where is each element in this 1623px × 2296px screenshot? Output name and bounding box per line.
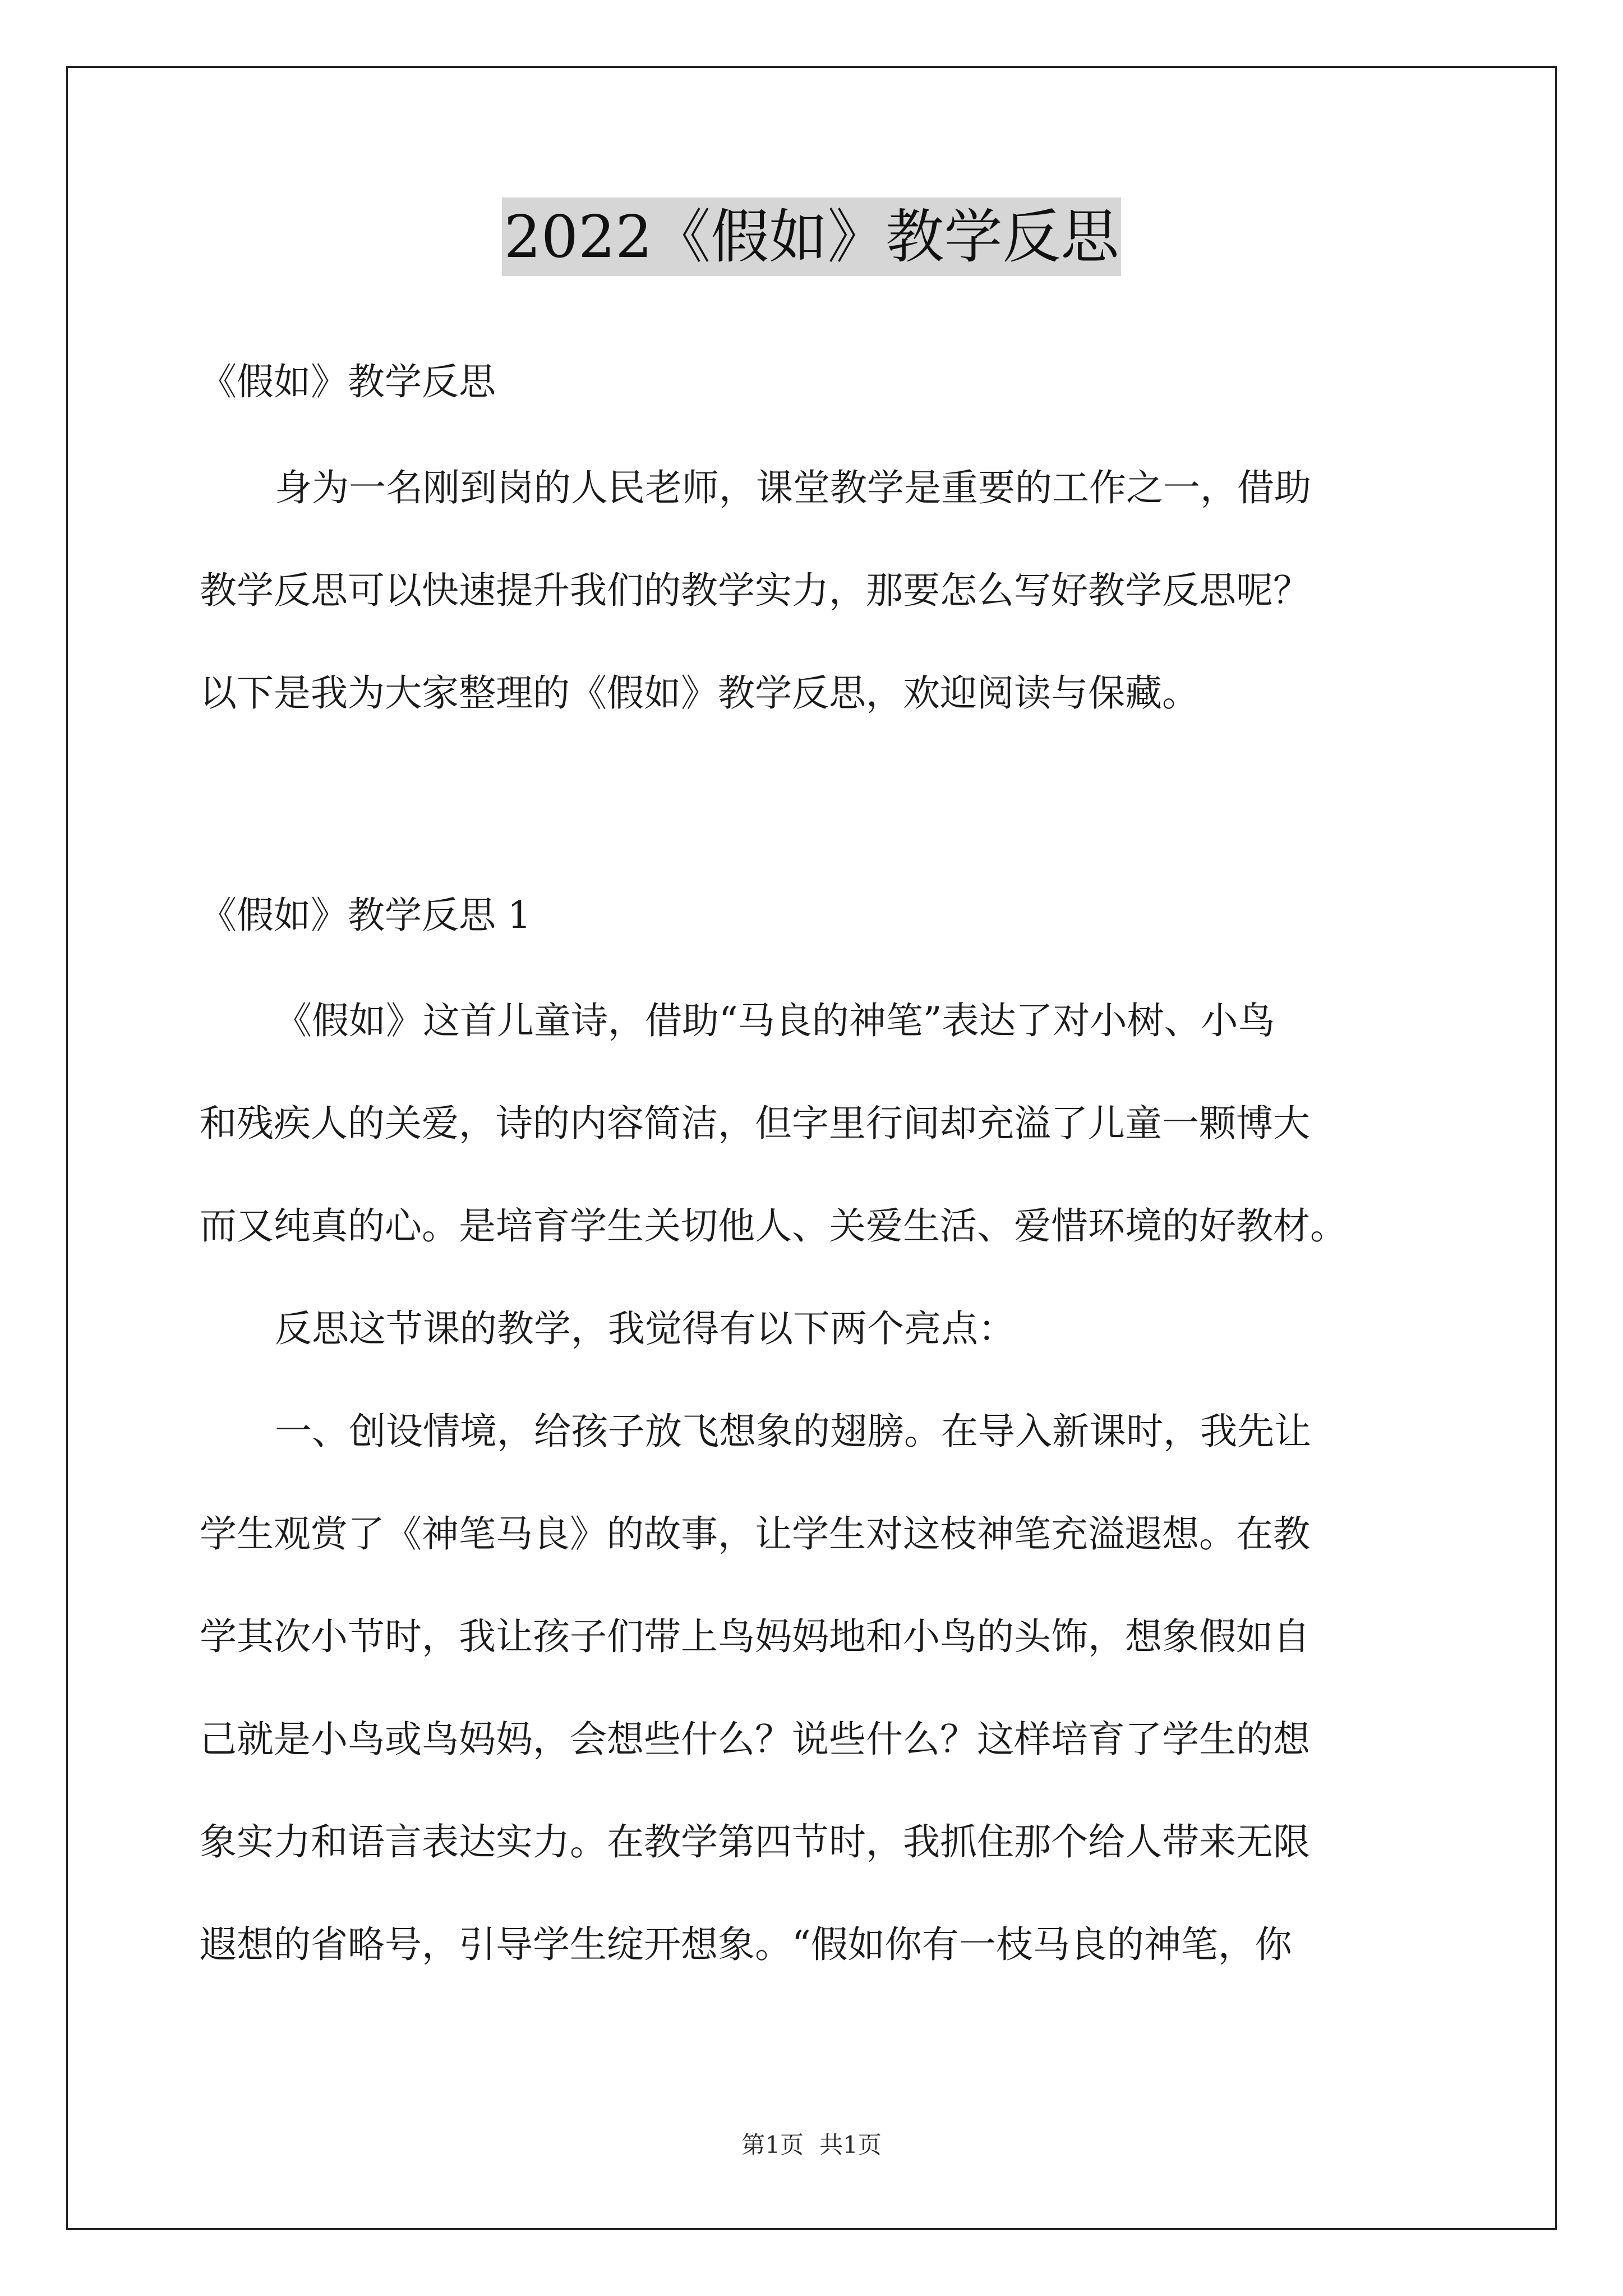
body-line-3: 而又纯真的心。是培育学生关切他人、关爱生活、爱惜环境的好教材。 (200, 1204, 1347, 1248)
body-line-6: 学生观赏了《神笔马良》的故事，让学生对这枝神笔充溢遐想。在教 (200, 1512, 1310, 1556)
title-container (0, 197, 1623, 276)
body-line-10: 遐想的省略号，引导学生绽开想象。“假如你有一枝马良的神笔，你 (200, 1923, 1292, 1966)
body-line-2: 和残疾人的关爱，诗的内容简洁，但字里行间却充溢了儿童一颗博大 (200, 1102, 1310, 1145)
page-footer (0, 2128, 1623, 2162)
intro-line-1: 身为一名刚到岗的人民老师，课堂教学是重要的工作之一，借助 (275, 466, 1311, 509)
document-title: 2022《假如》教学反思 (502, 197, 1122, 276)
section-heading: 《假如》教学反思 1 (200, 894, 531, 937)
body-line-8: 己就是小鸟或鸟妈妈，会想些什么？说些什么？这样培育了学生的想 (200, 1718, 1310, 1761)
intro-line-2: 教学反思可以快速提升我们的教学实力，那要怎么写好教学反思呢？ (200, 569, 1310, 612)
body-line-1: 《假如》这首儿童诗，借助“马良的神笔”表达了对小树、小鸟 (275, 999, 1275, 1042)
page-total: 共1页 (819, 2131, 882, 2159)
document-subtitle: 《假如》教学反思 (200, 360, 496, 403)
body-line-7: 学其次小节时，我让孩子们带上鸟妈妈地和小鸟的头饰，想象假如自 (200, 1615, 1310, 1658)
body-line-5: 一、创设情境，给孩子放飞想象的翅膀。在导入新课时，我先让 (275, 1410, 1311, 1453)
intro-line-3: 以下是我为大家整理的《假如》教学反思，欢迎阅读与保藏。 (200, 671, 1199, 715)
page-number: 第1页 (741, 2131, 804, 2159)
body-line-4: 反思这节课的教学，我觉得有以下两个亮点： (275, 1307, 1015, 1350)
body-line-9: 象实力和语言表达实力。在教学第四节时，我抓住那个给人带来无限 (200, 1820, 1310, 1864)
